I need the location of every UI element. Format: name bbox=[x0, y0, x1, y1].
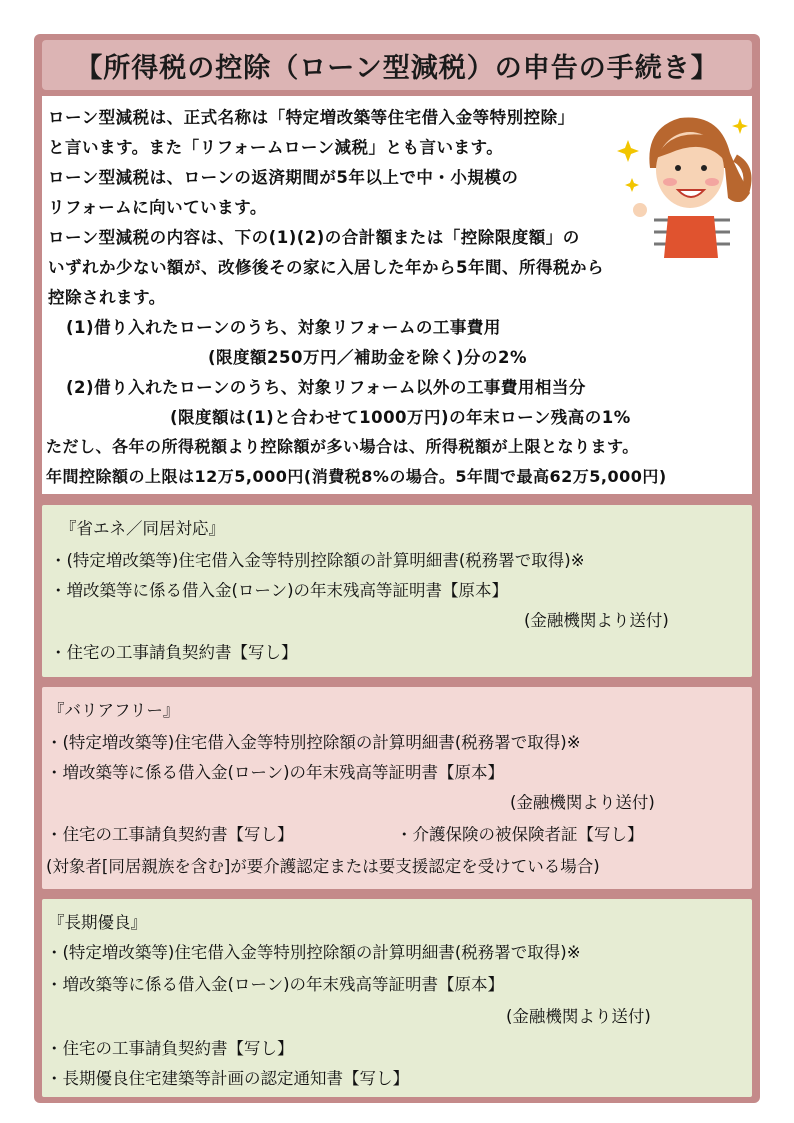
intro-line: (2)借り入れたローンのうち、対象リフォーム以外の工事費用相当分 bbox=[66, 378, 586, 397]
list-item: ・増改築等に係る借入金(ローン)の年末残高等証明書【原本】 bbox=[46, 975, 505, 994]
intro-line: リフォームに向いています。 bbox=[48, 198, 267, 217]
intro-line: と言います。また「リフォームローン減税」とも言います。 bbox=[48, 138, 504, 157]
list-item: ・住宅の工事請負契約書【写し】 bbox=[50, 643, 298, 662]
section-heading: 『バリアフリー』 bbox=[48, 701, 180, 720]
intro-line: いずれか少ない額が、改修後その家に入居した年から5年間、所得税から bbox=[48, 258, 604, 277]
intro-line: ローン型減税の内容は、下の(1)(2)の合計額または「控除限度額」の bbox=[48, 228, 580, 247]
woman-in-apron-icon bbox=[610, 98, 760, 258]
list-item: ・増改築等に係る借入金(ローン)の年末残高等証明書【原本】 bbox=[46, 763, 505, 782]
section-long-term bbox=[42, 899, 752, 1097]
page-title: 【所得税の控除（ローン型減税）の申告の手続き】 bbox=[75, 52, 719, 84]
intro-line: (限度額250万円／補助金を除く)分の2% bbox=[208, 348, 528, 367]
list-item-note: (金融機関より送付) bbox=[506, 1007, 651, 1026]
intro-line: ローン型減税は、ローンの返済期間が5年以上で中・小規模の bbox=[48, 168, 519, 187]
list-item: ・(特定増改築等)住宅借入金等特別控除額の計算明細書(税務署で取得)※ bbox=[46, 943, 581, 962]
section-heading: 『長期優良』 bbox=[48, 913, 147, 932]
list-item: ・住宅の工事請負契約書【写し】 bbox=[46, 1039, 294, 1058]
intro-line: (1)借り入れたローンのうち、対象リフォームの工事費用 bbox=[66, 318, 501, 337]
list-item: ・住宅の工事請負契約書【写し】 bbox=[46, 825, 294, 844]
list-item: ・(特定増改築等)住宅借入金等特別控除額の計算明細書(税務署で取得)※ bbox=[50, 551, 585, 570]
list-item: ・増改築等に係る借入金(ローン)の年末残高等証明書【原本】 bbox=[50, 581, 509, 600]
intro-line: ただし、各年の所得税額より控除額が多い場合は、所得税額が上限となります。 bbox=[46, 437, 639, 456]
list-item: ・介護保険の被保険者証【写し】 bbox=[396, 825, 644, 844]
intro-line: ローン型減税は、正式名称は「特定増改築等住宅借入金等特別控除」 bbox=[48, 108, 575, 127]
list-item-note: (金融機関より送付) bbox=[524, 611, 669, 630]
list-item: ・長期優良住宅建築等計画の認定通知書【写し】 bbox=[46, 1069, 409, 1088]
intro-line: 控除されます。 bbox=[48, 288, 166, 307]
list-item-note: (対象者[同居親族を含む]が要介護認定または要支援認定を受けている場合) bbox=[46, 857, 600, 876]
list-item-note: (金融機関より送付) bbox=[510, 793, 655, 812]
section-barrier-free bbox=[42, 687, 752, 889]
section-energy bbox=[42, 505, 752, 677]
section-heading: 『省エネ／同居対応』 bbox=[60, 519, 225, 538]
intro-line: 年間控除額の上限は12万5,000円(消費税8%の場合。5年間で最高62万5,000円) bbox=[46, 467, 667, 486]
intro-line: (限度額は(1)と合わせて1000万円)の年末ローン残高の1% bbox=[170, 408, 631, 427]
list-item: ・(特定増改築等)住宅借入金等特別控除額の計算明細書(税務署で取得)※ bbox=[46, 733, 581, 752]
title-bar bbox=[42, 40, 752, 90]
